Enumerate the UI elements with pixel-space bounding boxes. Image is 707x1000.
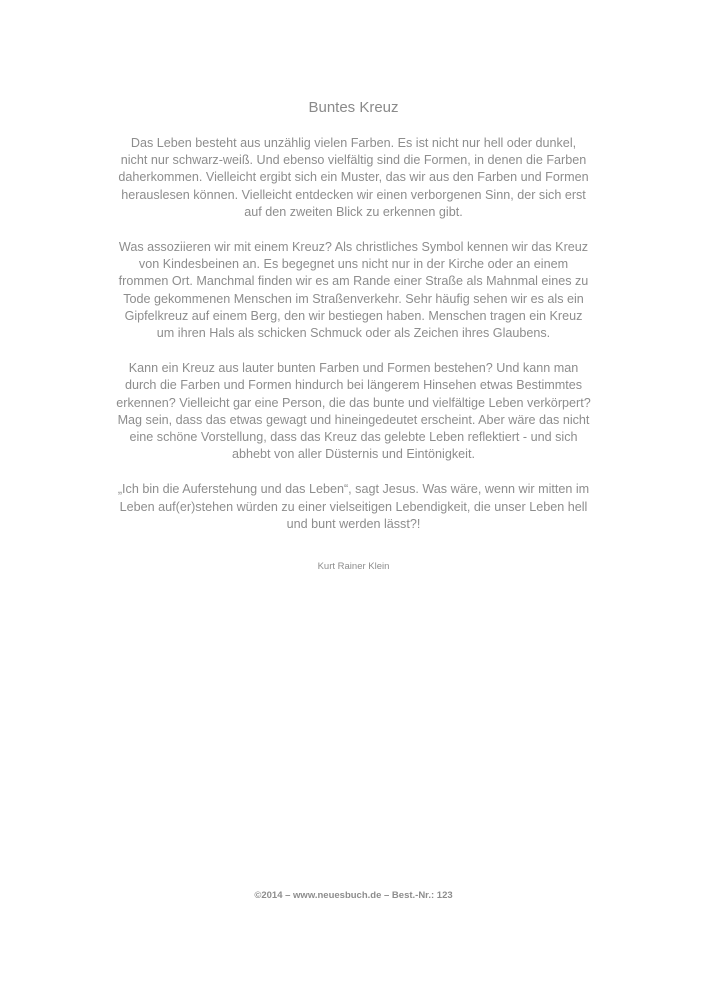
paragraph-1 xyxy=(96,135,611,221)
text-line: „Ich bin die Auferstehung und das Leben“, sagt Jesus. Was wäre, wenn wir mitten im xyxy=(117,482,590,497)
text-line: eine schöne Vorstellung, dass das Kreuz das gelebte Leben reflektiert - und sich xyxy=(129,430,578,445)
text-line: frommen Ort. Manchmal finden wir es am Rande einer Straße als Mahnmal eines zu xyxy=(118,274,589,289)
footer-copyright: ©2014 – www.neuesbuch.de – Best.-Nr.: 123 xyxy=(254,890,453,901)
text-line: erkennen? Vielleicht gar eine Person, die das bunte und vielfältige Leben verkörpert? xyxy=(116,395,591,410)
text-line: Das Leben besteht aus unzählig vielen Farben. Es ist nicht nur hell oder dunkel, xyxy=(130,136,577,150)
text-line: abhebt von aller Düsternis und Eintönigkeit. xyxy=(232,447,475,462)
document-title: Buntes Kreuz xyxy=(308,99,399,116)
paragraph-3 xyxy=(96,360,611,463)
text-line: durch die Farben und Formen hindurch bei längerem Hinsehen etwas Bestimmtes xyxy=(124,378,583,393)
text-line: Leben auf(er)stehen würden zu einer vielseitigen Lebendigkeit, die unser Leben hell xyxy=(119,499,588,514)
text-line: nicht nur schwarz-weiß. Und ebenso vielfältig sind die Formen, in denen die Farben xyxy=(120,153,587,168)
text-line: und bunt werden lässt?! xyxy=(286,516,421,531)
text-line: auf den zweiten Blick zu erkennen gibt. xyxy=(244,204,463,219)
paragraph-2 xyxy=(96,239,611,342)
text-line: von Kindesbeinen an. Es begegnet uns nicht nur in der Kirche oder an einem xyxy=(138,257,569,272)
author-name: Kurt Rainer Klein xyxy=(317,561,390,572)
text-line: daherkommen. Vielleicht ergibt sich ein Muster, das wir aus den Farben und Formen xyxy=(118,170,589,185)
text-line: Gipfelkreuz auf einem Berg, den wir bestiegen haben. Menschen tragen ein Kreuz xyxy=(124,308,583,323)
text-line: Was assoziieren wir mit einem Kreuz? Als christliches Symbol kennen wir das Kreuz xyxy=(118,240,589,255)
text-line: um ihren Hals als schicken Schmuck oder als Zeichen ihres Glaubens. xyxy=(156,326,551,341)
text-line: Mag sein, dass das etwas gewagt und hineingedeutet erscheint. Aber wäre das nicht xyxy=(117,412,590,427)
paragraph-4 xyxy=(96,481,611,533)
document-body xyxy=(96,135,611,551)
text-line: Tode gekommenen Menschen im Straßenverkehr. Sehr häufig sehen wir es als ein xyxy=(123,291,584,306)
text-line: Kann ein Kreuz aus lauter bunten Farben und Formen bestehen? Und kann man xyxy=(128,361,579,376)
text-line: herauslesen können. Vielleicht entdecken wir einen verborgenen Sinn, der sich erst xyxy=(121,187,586,202)
